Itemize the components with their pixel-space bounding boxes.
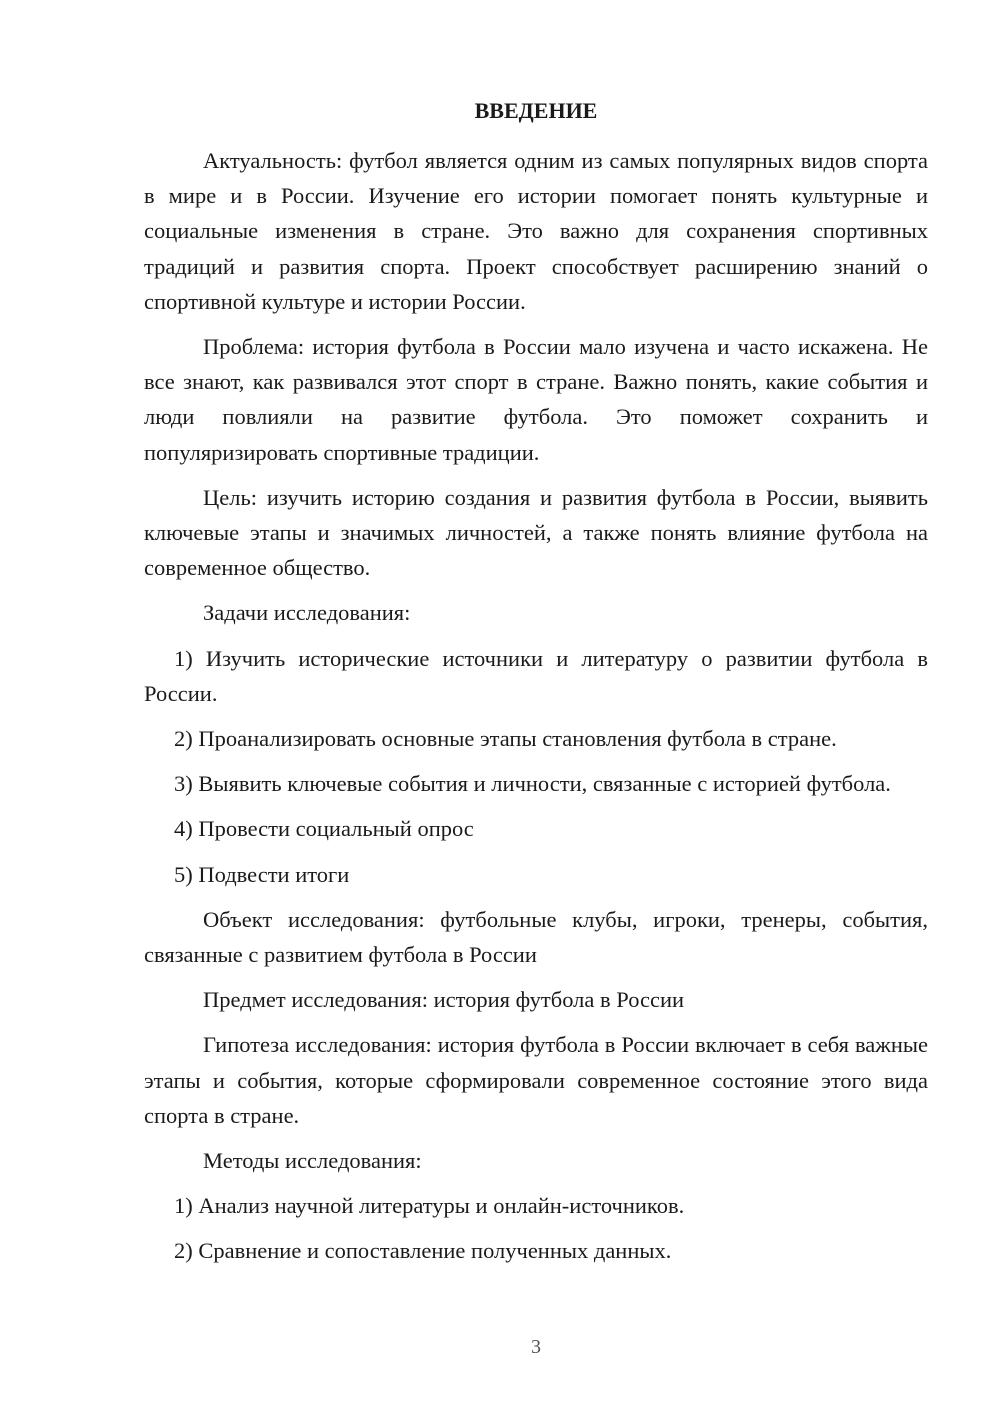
list-item-method-2: 2) Сравнение и сопоставление полученных данных. [174, 1238, 672, 1264]
paragraph-relevance: Актуальность: футбол является одним из самых популярных видов спорта в мире и в России. Изучение его истории помогает понять культурные и социальные изменения в стране. Это важно для сохранения спортивных традиций и развития спорта. Проект способствует расширению знаний о спортивной культуре и истории России. [144, 148, 928, 314]
page-number: 3 [531, 1336, 541, 1358]
paragraph-problem: Проблема: история футбола в России мало изучена и часто искажена. Не все знают, как развивался этот спорт в стране. Важно понять, какие события и люди повлияли на развитие футбола. Это поможет сохранить и популяризировать спортивные традиции. [144, 334, 928, 465]
paragraph-methods-heading: Методы исследования: [203, 1148, 422, 1174]
list-item-task-2: 2) Проанализировать основные этапы становления футбола в стране. [174, 726, 837, 752]
list-item-task-3: 3) Выявить ключевые события и личности, связанные с историей футбола. [174, 771, 891, 797]
paragraph-tasks-heading: Задачи исследования: [203, 600, 411, 626]
section-title: ВВЕДЕНИЕ [474, 98, 598, 123]
paragraph-goal: Цель: изучить историю создания и развития футбола в России, выявить ключевые этапы и значимых личностей, а также понять влияние футбола на современное общество. [144, 484, 928, 581]
list-item-method-1: 1) Анализ научной литературы и онлайн-источников. [174, 1193, 685, 1219]
paragraph-hypothesis: Гипотеза исследования: история футбола в России включает в себя важные этапы и события, которые сформировали современное состояние этого вида спорта в стране. [144, 1032, 928, 1128]
document-body [144, 143, 928, 1279]
list-item-task-1: 1) Изучить исторические источники и литературу о развитии футбола в России. [144, 645, 928, 706]
list-item-task-4: 4) Провести социальный опрос [174, 816, 474, 842]
paragraph-subject: Предмет исследования: история футбола в России [203, 987, 685, 1013]
paragraph-object: Объект исследования: футбольные клубы, игроки, тренеры, события, связанные с развитием футбола в России [144, 906, 928, 968]
list-item-task-5: 5) Подвести итоги [174, 861, 350, 887]
document-page [144, 0, 928, 1414]
